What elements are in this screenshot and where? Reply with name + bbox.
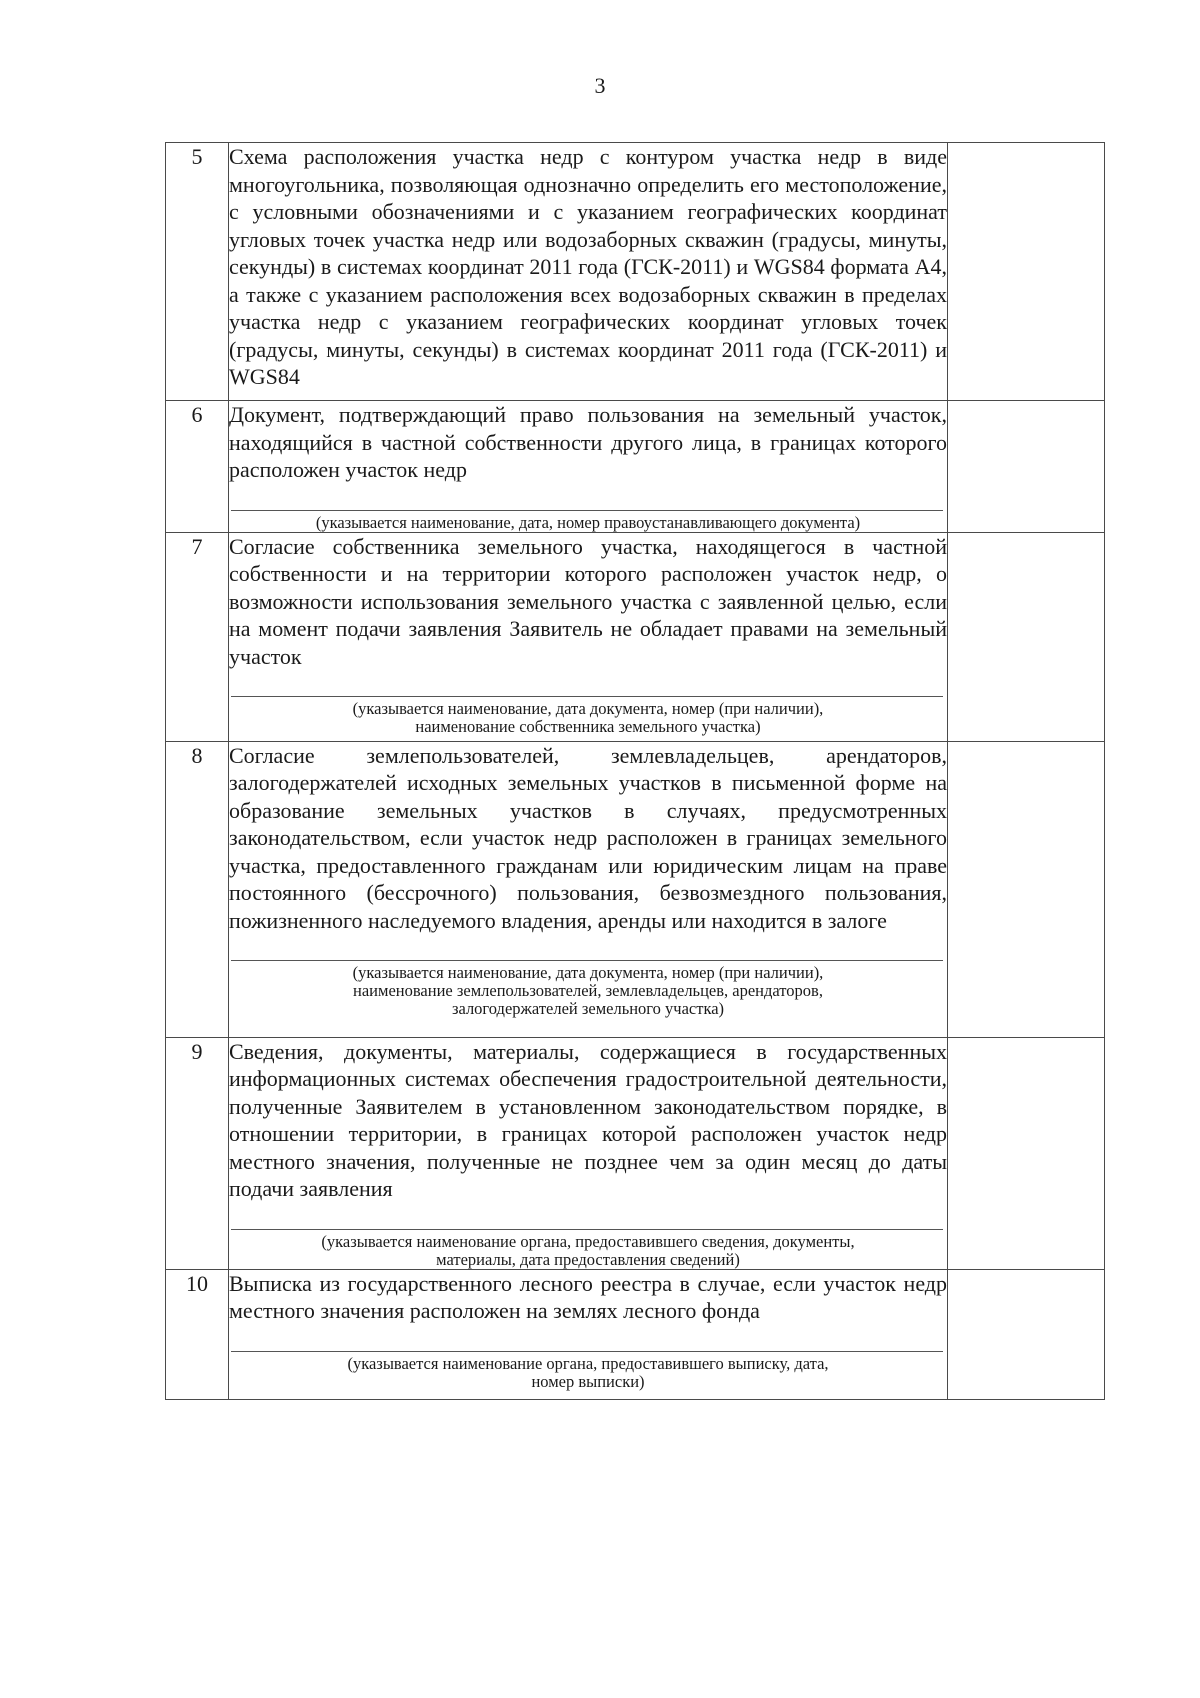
row-content bbox=[229, 401, 948, 533]
table-row bbox=[166, 1037, 1105, 1269]
document-description: Схема расположения участка недр с контуром участка недр в виде многоугольника, позволяющая однозначно определить его местоположение, с условными обозначениями и с указанием географических координат угловых точек участка недр или водозаборных скважин (градусы, минуты, секунды) в системах координат 2011 года (ГСК-2011) и WGS84 формата А4, а также с указанием расположения всех водозаборных скважин в пределах участка недр с указанием географических координат угловых точек (градусы, минуты, секунды) в системах координат 2011 года (ГСК-2011) и WGS84 bbox=[229, 144, 947, 389]
table-row bbox=[166, 1269, 1105, 1399]
row-number: 6 bbox=[166, 401, 229, 533]
fill-in-line bbox=[231, 1229, 943, 1230]
row-content bbox=[229, 1037, 948, 1269]
row-number: 8 bbox=[166, 741, 229, 1037]
row-number: 5 bbox=[166, 143, 229, 401]
fill-in-line bbox=[231, 696, 943, 697]
document-description: Выписка из государственного лесного реестра в случае, если участок недр местного значения расположен на землях лесного фонда bbox=[229, 1270, 947, 1323]
table-row bbox=[166, 401, 1105, 533]
row-number: 7 bbox=[166, 532, 229, 741]
fill-in-hint: (указывается наименование органа, предоставившего сведения, документы, материалы, дата предоставления сведений) bbox=[321, 1231, 855, 1269]
table-row bbox=[166, 741, 1105, 1037]
fill-in-line bbox=[231, 960, 943, 961]
fill-in-line bbox=[231, 510, 943, 511]
row-content bbox=[229, 532, 948, 741]
mark-cell bbox=[948, 401, 1105, 533]
row-content bbox=[229, 143, 948, 401]
table-row bbox=[166, 143, 1105, 401]
mark-cell bbox=[948, 741, 1105, 1037]
row-content bbox=[229, 741, 948, 1037]
document-description: Согласие землепользователей, землевладельцев, арендаторов, залогодержателей исходных земельных участков в письменной форме на образование земельных участков в случаях, предусмотренных законодательством, если участок недр расположен в границах земельного участка, предоставленного гражданам или юридическим лицам на праве постоянного (бессрочного) пользования, безвозмездного пользования, пожизненного наследуемого владения, аренды или находится в залоге bbox=[229, 742, 947, 933]
row-content bbox=[229, 1269, 948, 1399]
documents-table bbox=[165, 142, 1105, 1400]
fill-in-hint: (указывается наименование органа, предоставившего выписку, дата, номер выписки) bbox=[347, 1353, 829, 1391]
mark-cell bbox=[948, 532, 1105, 741]
fill-in-hint: (указывается наименование, дата документа, номер (при наличии), наименование землепользователей, землевладельцев, арендаторов, залогодержателей земельного участка) bbox=[352, 963, 824, 1018]
mark-cell bbox=[948, 143, 1105, 401]
document-description: Согласие собственника земельного участка, находящегося в частной собственности и на территории которого расположен участок недр, о возможности использования земельного участка с заявленной целью, если на момент подачи заявления Заявитель не обладает правами на земельный участок bbox=[229, 533, 947, 669]
mark-cell bbox=[948, 1037, 1105, 1269]
row-number: 10 bbox=[166, 1269, 229, 1399]
fill-in-line bbox=[231, 1351, 943, 1352]
table-row bbox=[166, 532, 1105, 741]
document-description: Сведения, документы, материалы, содержащиеся в государственных информационных системах обеспечения градостроительной деятельности, полученные Заявителем в установленном законодательством порядке, в отношении территории, в границах которой расположен участок недр местного значения, полученные не позднее чем за один месяц до даты подачи заявления bbox=[229, 1038, 947, 1201]
row-number: 9 bbox=[166, 1037, 229, 1269]
fill-in-hint: (указывается наименование, дата, номер правоустанавливающего документа) bbox=[315, 512, 861, 532]
mark-cell bbox=[948, 1269, 1105, 1399]
page-number: 3 bbox=[594, 73, 606, 98]
document-description: Документ, подтверждающий право пользования на земельный участок, находящийся в частной собственности другого лица, в границах которого расположен участок недр bbox=[229, 402, 947, 482]
fill-in-hint: (указывается наименование, дата документа, номер (при наличии), наименование собственника земельного участка) bbox=[352, 699, 824, 736]
